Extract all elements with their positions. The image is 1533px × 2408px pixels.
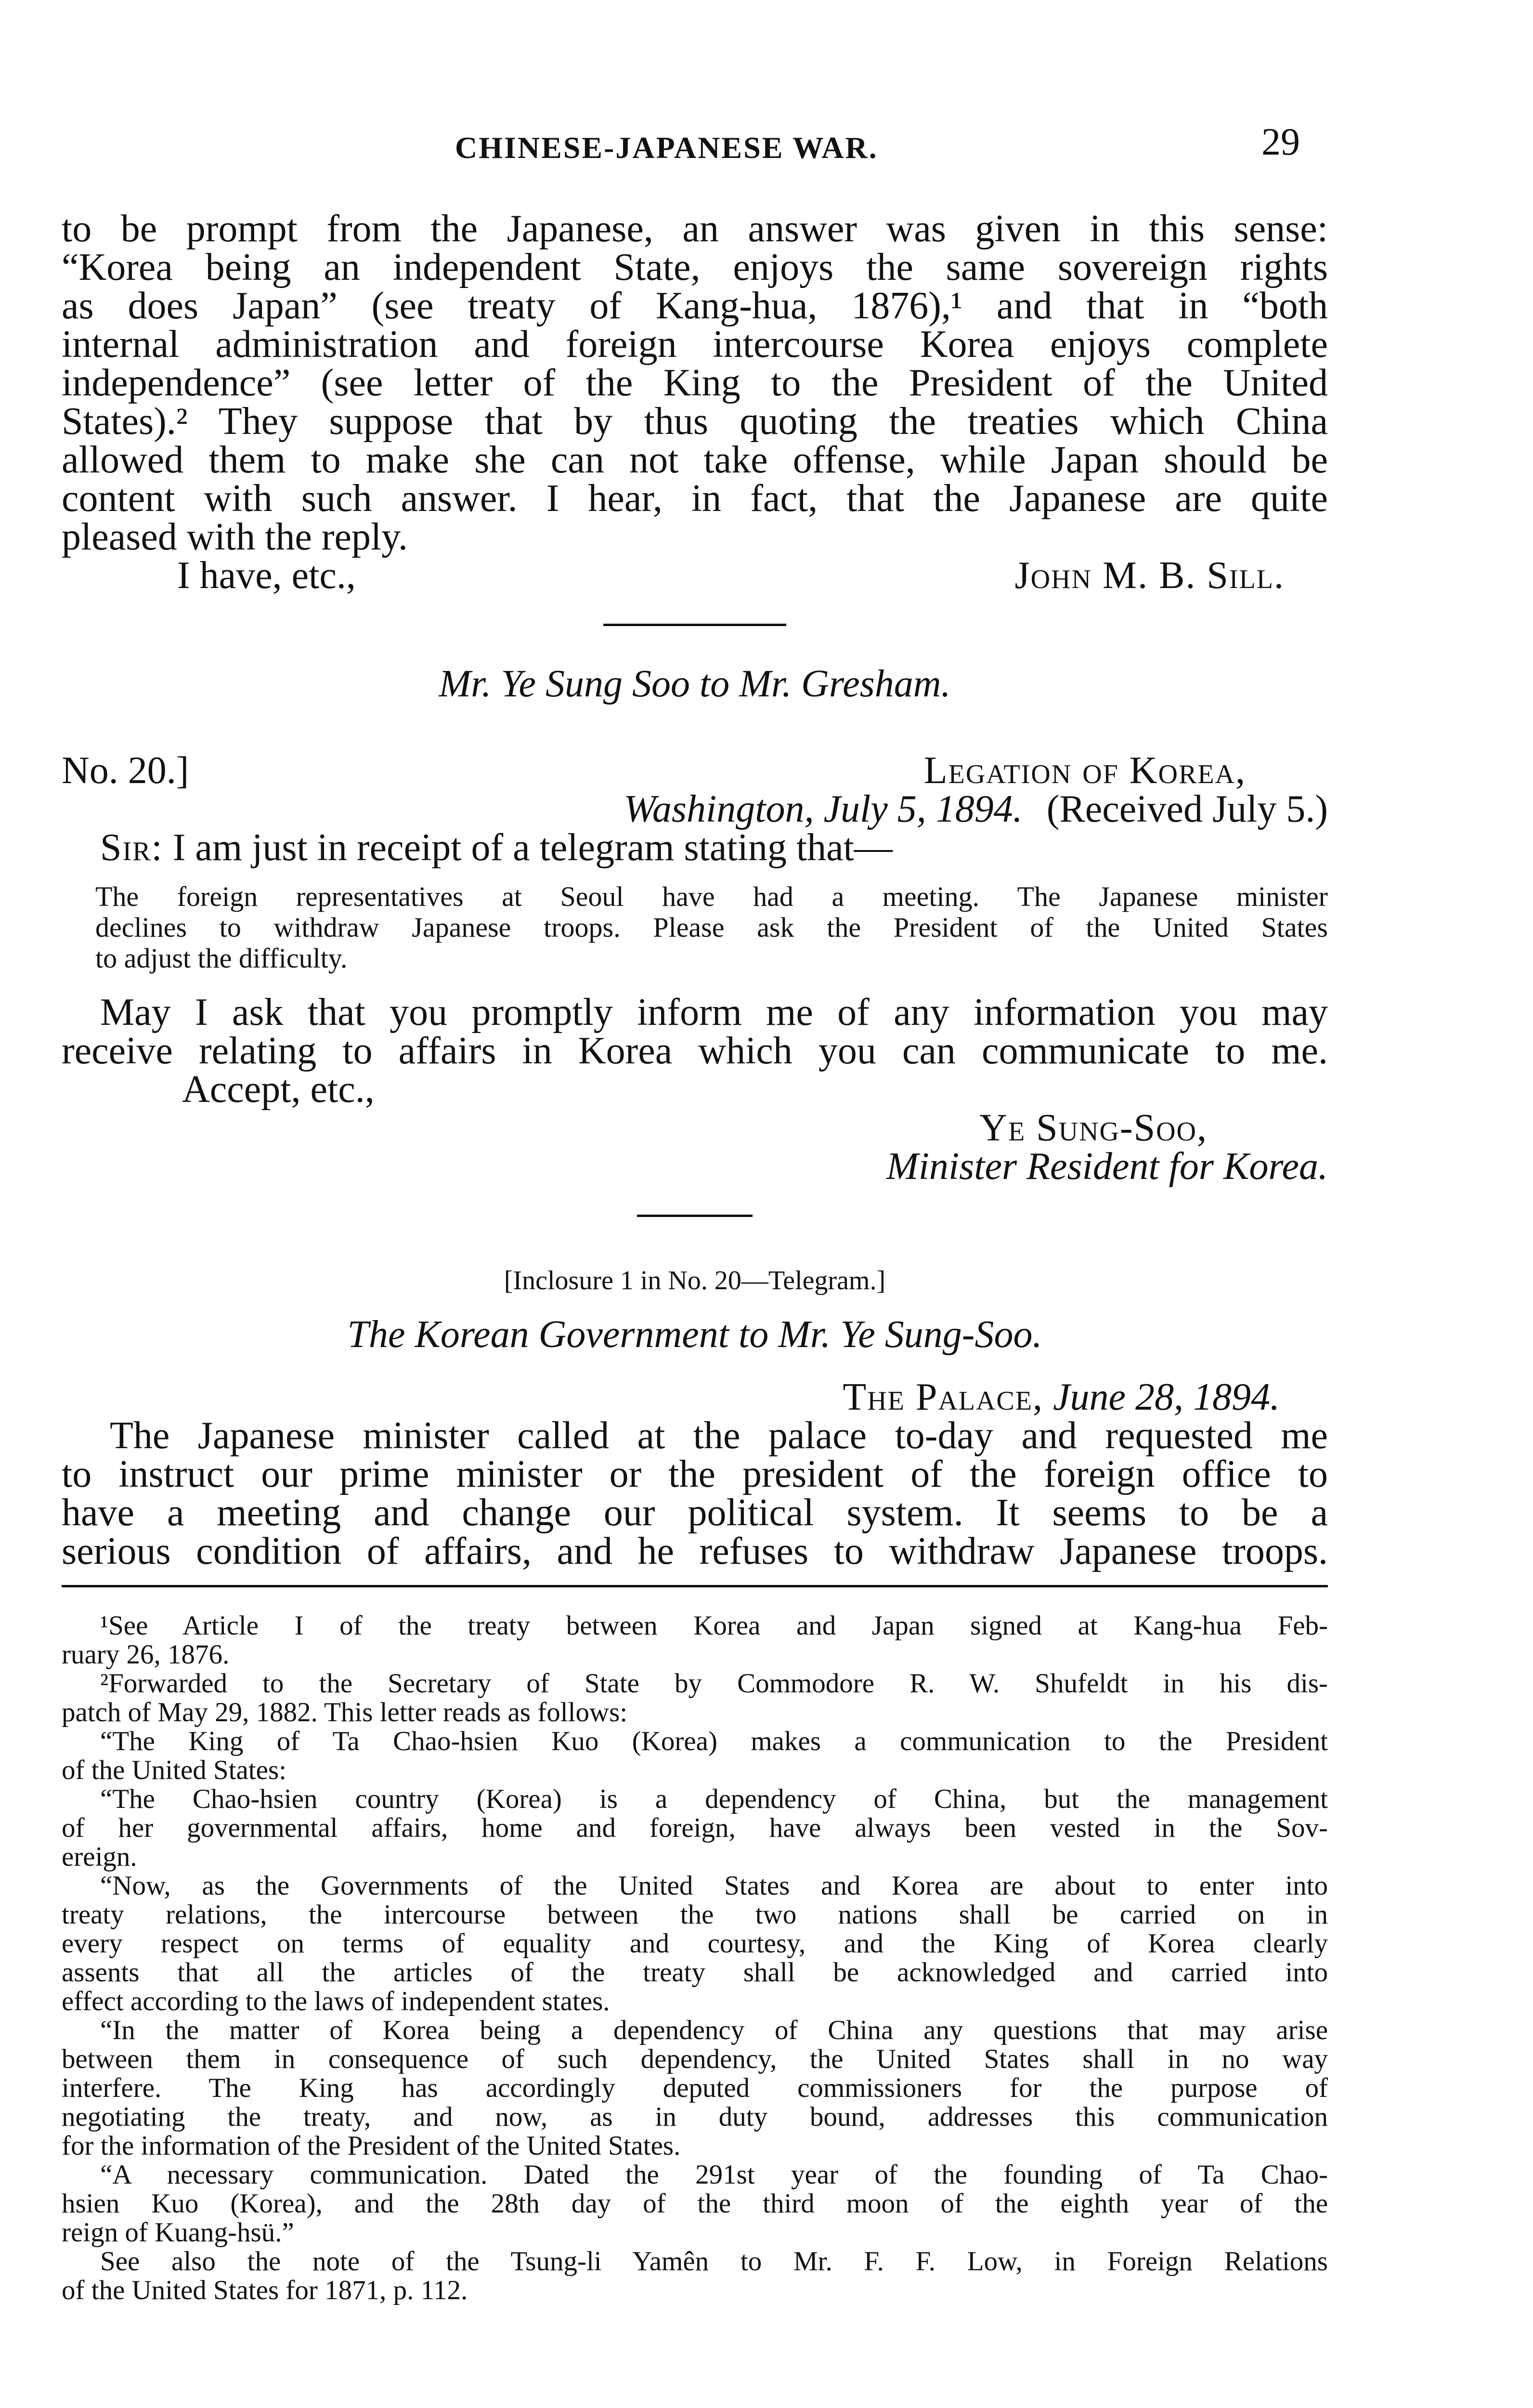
inclosure-dateline xyxy=(62,1378,1328,1416)
footnote-line: treaty relations, the intercourse between the two nations shall be carried on in xyxy=(62,1899,1328,1930)
signature: John M. B. Sill. xyxy=(1014,554,1285,597)
opening-paragraph xyxy=(62,209,1328,556)
letter-opening: I am just in receipt of a telegram stating that— xyxy=(172,826,893,869)
footnote-line: “The Chao-hsien country (Korea) is a dependency of China, but the management xyxy=(100,1784,1328,1814)
footnote-line: effect according to the laws of independent states. xyxy=(62,1986,610,2016)
page-header xyxy=(0,120,1533,173)
footnote-line: between them in consequence of such dependency, the United States shall in no way xyxy=(62,2044,1328,2074)
running-title: CHINESE-JAPANESE WAR. xyxy=(455,131,878,165)
text-line: States).² They suppose that by thus quoting the treaties which China xyxy=(62,400,1328,443)
letter-place: Legation of Korea, xyxy=(923,749,1246,792)
closing-block xyxy=(62,556,1328,595)
signature-title: Minister Resident for Korea. xyxy=(886,1145,1328,1188)
letter-dateline-row xyxy=(62,790,1328,828)
page-body xyxy=(62,209,1328,2305)
text-line: serious condition of affairs, and he refuses to withdraw Japanese troops. xyxy=(62,1530,1328,1572)
footnote-line: ruary 26, 1876. xyxy=(62,1639,230,1670)
request-paragraph xyxy=(62,993,1328,1070)
footnote-line: ²Forwarded to the Secretary of State by Commodore R. W. Shufeldt in his dis- xyxy=(100,1668,1328,1699)
footnote-line: of the United States: xyxy=(62,1755,286,1785)
footnote-line: See also the note of the Tsung-li Yamên to Mr. F. F. Low, in Foreign Relations xyxy=(100,2246,1328,2277)
footnote-line: “The King of Ta Chao-hsien Kuo (Korea) makes a communication to the President xyxy=(100,1726,1328,1756)
inclosure-heading: The Korean Government to Mr. Ye Sung-Soo. xyxy=(347,1313,1042,1356)
text-line: allowed them to make she can not take offense, while Japan should be xyxy=(62,439,1328,481)
footnote-line: patch of May 29, 1882. This letter reads as follows: xyxy=(62,1697,628,1727)
quote-line: to adjust the difficulty. xyxy=(95,942,348,974)
inclosure-label: [Inclosure 1 in No. 20—Telegram.] xyxy=(504,1266,886,1296)
salutation: Sir: xyxy=(100,826,163,869)
text-line: independence” (see letter of the King to the President of the United xyxy=(62,362,1328,404)
text-line: receive relating to affairs in Korea which you can communicate to me. xyxy=(62,1030,1328,1072)
footnote-line: “In the matter of Korea being a dependency of China any questions that may arise xyxy=(100,2015,1328,2045)
quote-line: The foreign representatives at Seoul have had a meeting. The Japanese minister xyxy=(95,881,1328,912)
telegram-quote xyxy=(62,881,1328,974)
text-line: May I ask that you promptly inform me of any information you may xyxy=(100,991,1328,1034)
footnote-line: for the information of the President of the United States. xyxy=(62,2131,681,2161)
text-line: pleased with the reply. xyxy=(62,516,408,558)
footnotes xyxy=(62,1611,1328,2305)
text-line: “Korea being an independent State, enjoys the same sovereign rights xyxy=(62,246,1328,288)
letter-dateline: Washington, July 5, 1894. xyxy=(624,788,1023,830)
footnote-line: negotiating the treaty, and now, as in duty bound, addresses this communication xyxy=(62,2102,1328,2132)
received-note: (Received July 5.) xyxy=(1046,788,1328,830)
footnote-line: ereign. xyxy=(62,1842,137,1872)
footnote-line: assents that all the articles of the treaty shall be acknowledged and carried into xyxy=(62,1957,1328,1988)
text-line: to instruct our prime minister or the president of the foreign office to xyxy=(62,1453,1328,1495)
footnote-line: reign of Kuang-hsü.” xyxy=(62,2217,294,2248)
letter-number: No. 20.] xyxy=(62,749,189,792)
palace-date: June 28, 1894. xyxy=(1052,1376,1280,1418)
text-line: have a meeting and change our political system. It seems to be a xyxy=(62,1492,1328,1534)
closing-phrase: I have, etc., xyxy=(177,554,356,597)
letter-heading: Mr. Ye Sung Soo to Mr. Gresham. xyxy=(439,663,951,705)
footnote-line: of the United States for 1871, p. 112. xyxy=(62,2275,468,2305)
inclosure-body xyxy=(62,1416,1328,1570)
footnote-line: ¹See Article I of the treaty between Korea and Japan signed at Kang-hua Feb- xyxy=(100,1610,1328,1641)
closing-phrase-2: Accept, etc., xyxy=(182,1068,375,1111)
text-line: as does Japan” (see treaty of Kang-hua, 1876),¹ and that in “both xyxy=(62,285,1328,327)
text-line: The Japanese minister called at the palace to-day and requested me xyxy=(110,1414,1328,1457)
footnote-line: hsien Kuo (Korea), and the 28th day of the third moon of the eighth year of the xyxy=(62,2188,1328,2219)
letter-place-row xyxy=(62,751,1328,790)
footnote-line: interfere. The King has accordingly deputed commissioners for the purpose of xyxy=(62,2073,1328,2103)
text-line: to be prompt from the Japanese, an answer was given in this sense: xyxy=(62,208,1328,250)
footnote-line: “A necessary communication. Dated the 291st year of the founding of Ta Chao- xyxy=(100,2159,1328,2190)
palace-place: The Palace, xyxy=(843,1376,1043,1418)
text-line: internal administration and foreign intercourse Korea enjoys complete xyxy=(62,323,1328,366)
page-number: 29 xyxy=(1261,121,1300,163)
signature-2: Ye Sung-Soo, xyxy=(979,1107,1208,1149)
text-line: content with such answer. I hear, in fact, that the Japanese are quite xyxy=(62,477,1328,520)
quote-line: declines to withdraw Japanese troops. Please ask the President of the United States xyxy=(95,912,1328,943)
footnote-line: of her governmental affairs, home and foreign, have always been vested in the Sov- xyxy=(62,1813,1328,1843)
footnote-line: “Now, as the Governments of the United States and Korea are about to enter into xyxy=(100,1871,1328,1901)
salutation-line xyxy=(62,828,1328,867)
footnote-line: every respect on terms of equality and courtesy, and the King of Korea clearly xyxy=(62,1928,1328,1959)
